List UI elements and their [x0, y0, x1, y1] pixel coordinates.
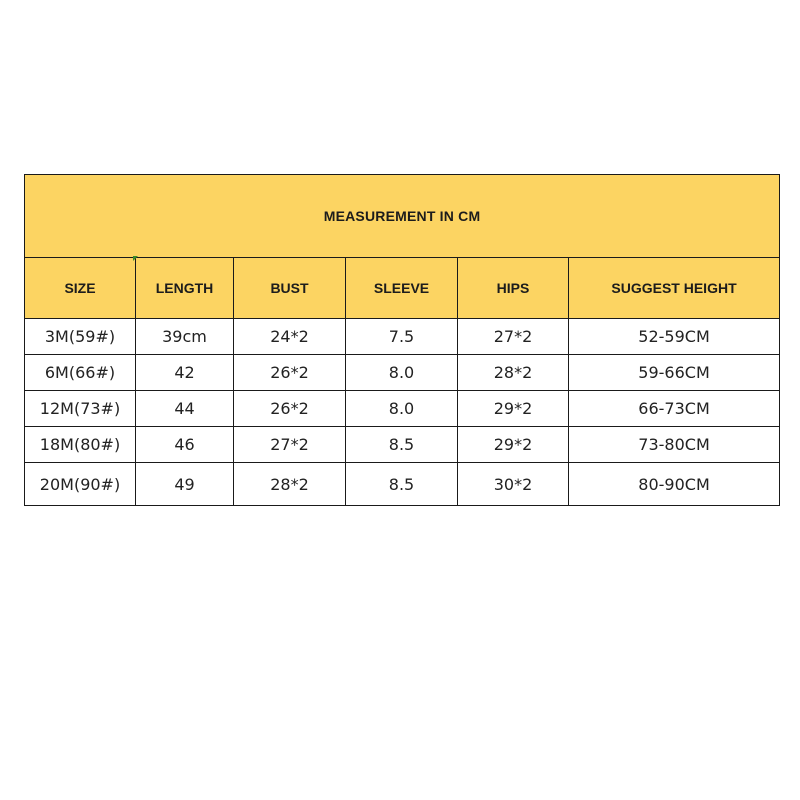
cell-bust: 26*2	[234, 355, 346, 391]
cell-comment-marker	[133, 256, 138, 261]
size-chart-table	[24, 174, 780, 506]
cell-sleeve: 8.5	[346, 463, 458, 506]
cell-length: 42	[136, 355, 234, 391]
table-row	[25, 427, 780, 463]
column-header-sleeve: SLEEVE	[346, 258, 458, 319]
table-title: MEASUREMENT IN CM	[25, 175, 780, 258]
table-row	[25, 391, 780, 427]
column-header-bust: BUST	[234, 258, 346, 319]
cell-sleeve: 7.5	[346, 319, 458, 355]
cell-sleeve: 8.5	[346, 427, 458, 463]
cell-bust: 28*2	[234, 463, 346, 506]
cell-size: 3M(59#)	[25, 319, 136, 355]
cell-length: 44	[136, 391, 234, 427]
cell-bust: 24*2	[234, 319, 346, 355]
table-row	[25, 355, 780, 391]
column-header-length: LENGTH	[136, 258, 234, 319]
cell-sleeve: 8.0	[346, 391, 458, 427]
table-row	[25, 319, 780, 355]
cell-suggest-height: 73-80CM	[569, 427, 780, 463]
cell-length: 39cm	[136, 319, 234, 355]
table-row	[25, 463, 780, 506]
header-row	[25, 258, 780, 319]
cell-hips: 30*2	[458, 463, 569, 506]
cell-length: 46	[136, 427, 234, 463]
cell-hips: 29*2	[458, 391, 569, 427]
column-header-suggest-height: SUGGEST HEIGHT	[569, 258, 780, 319]
title-row	[25, 175, 780, 258]
column-header-size: SIZE	[25, 258, 136, 319]
cell-size: 18M(80#)	[25, 427, 136, 463]
cell-suggest-height: 59-66CM	[569, 355, 780, 391]
cell-bust: 26*2	[234, 391, 346, 427]
cell-suggest-height: 80-90CM	[569, 463, 780, 506]
cell-sleeve: 8.0	[346, 355, 458, 391]
cell-suggest-height: 66-73CM	[569, 391, 780, 427]
cell-suggest-height: 52-59CM	[569, 319, 780, 355]
column-header-hips: HIPS	[458, 258, 569, 319]
cell-size: 12M(73#)	[25, 391, 136, 427]
cell-size: 6M(66#)	[25, 355, 136, 391]
cell-size: 20M(90#)	[25, 463, 136, 506]
cell-length: 49	[136, 463, 234, 506]
cell-hips: 29*2	[458, 427, 569, 463]
cell-hips: 27*2	[458, 319, 569, 355]
cell-bust: 27*2	[234, 427, 346, 463]
cell-hips: 28*2	[458, 355, 569, 391]
